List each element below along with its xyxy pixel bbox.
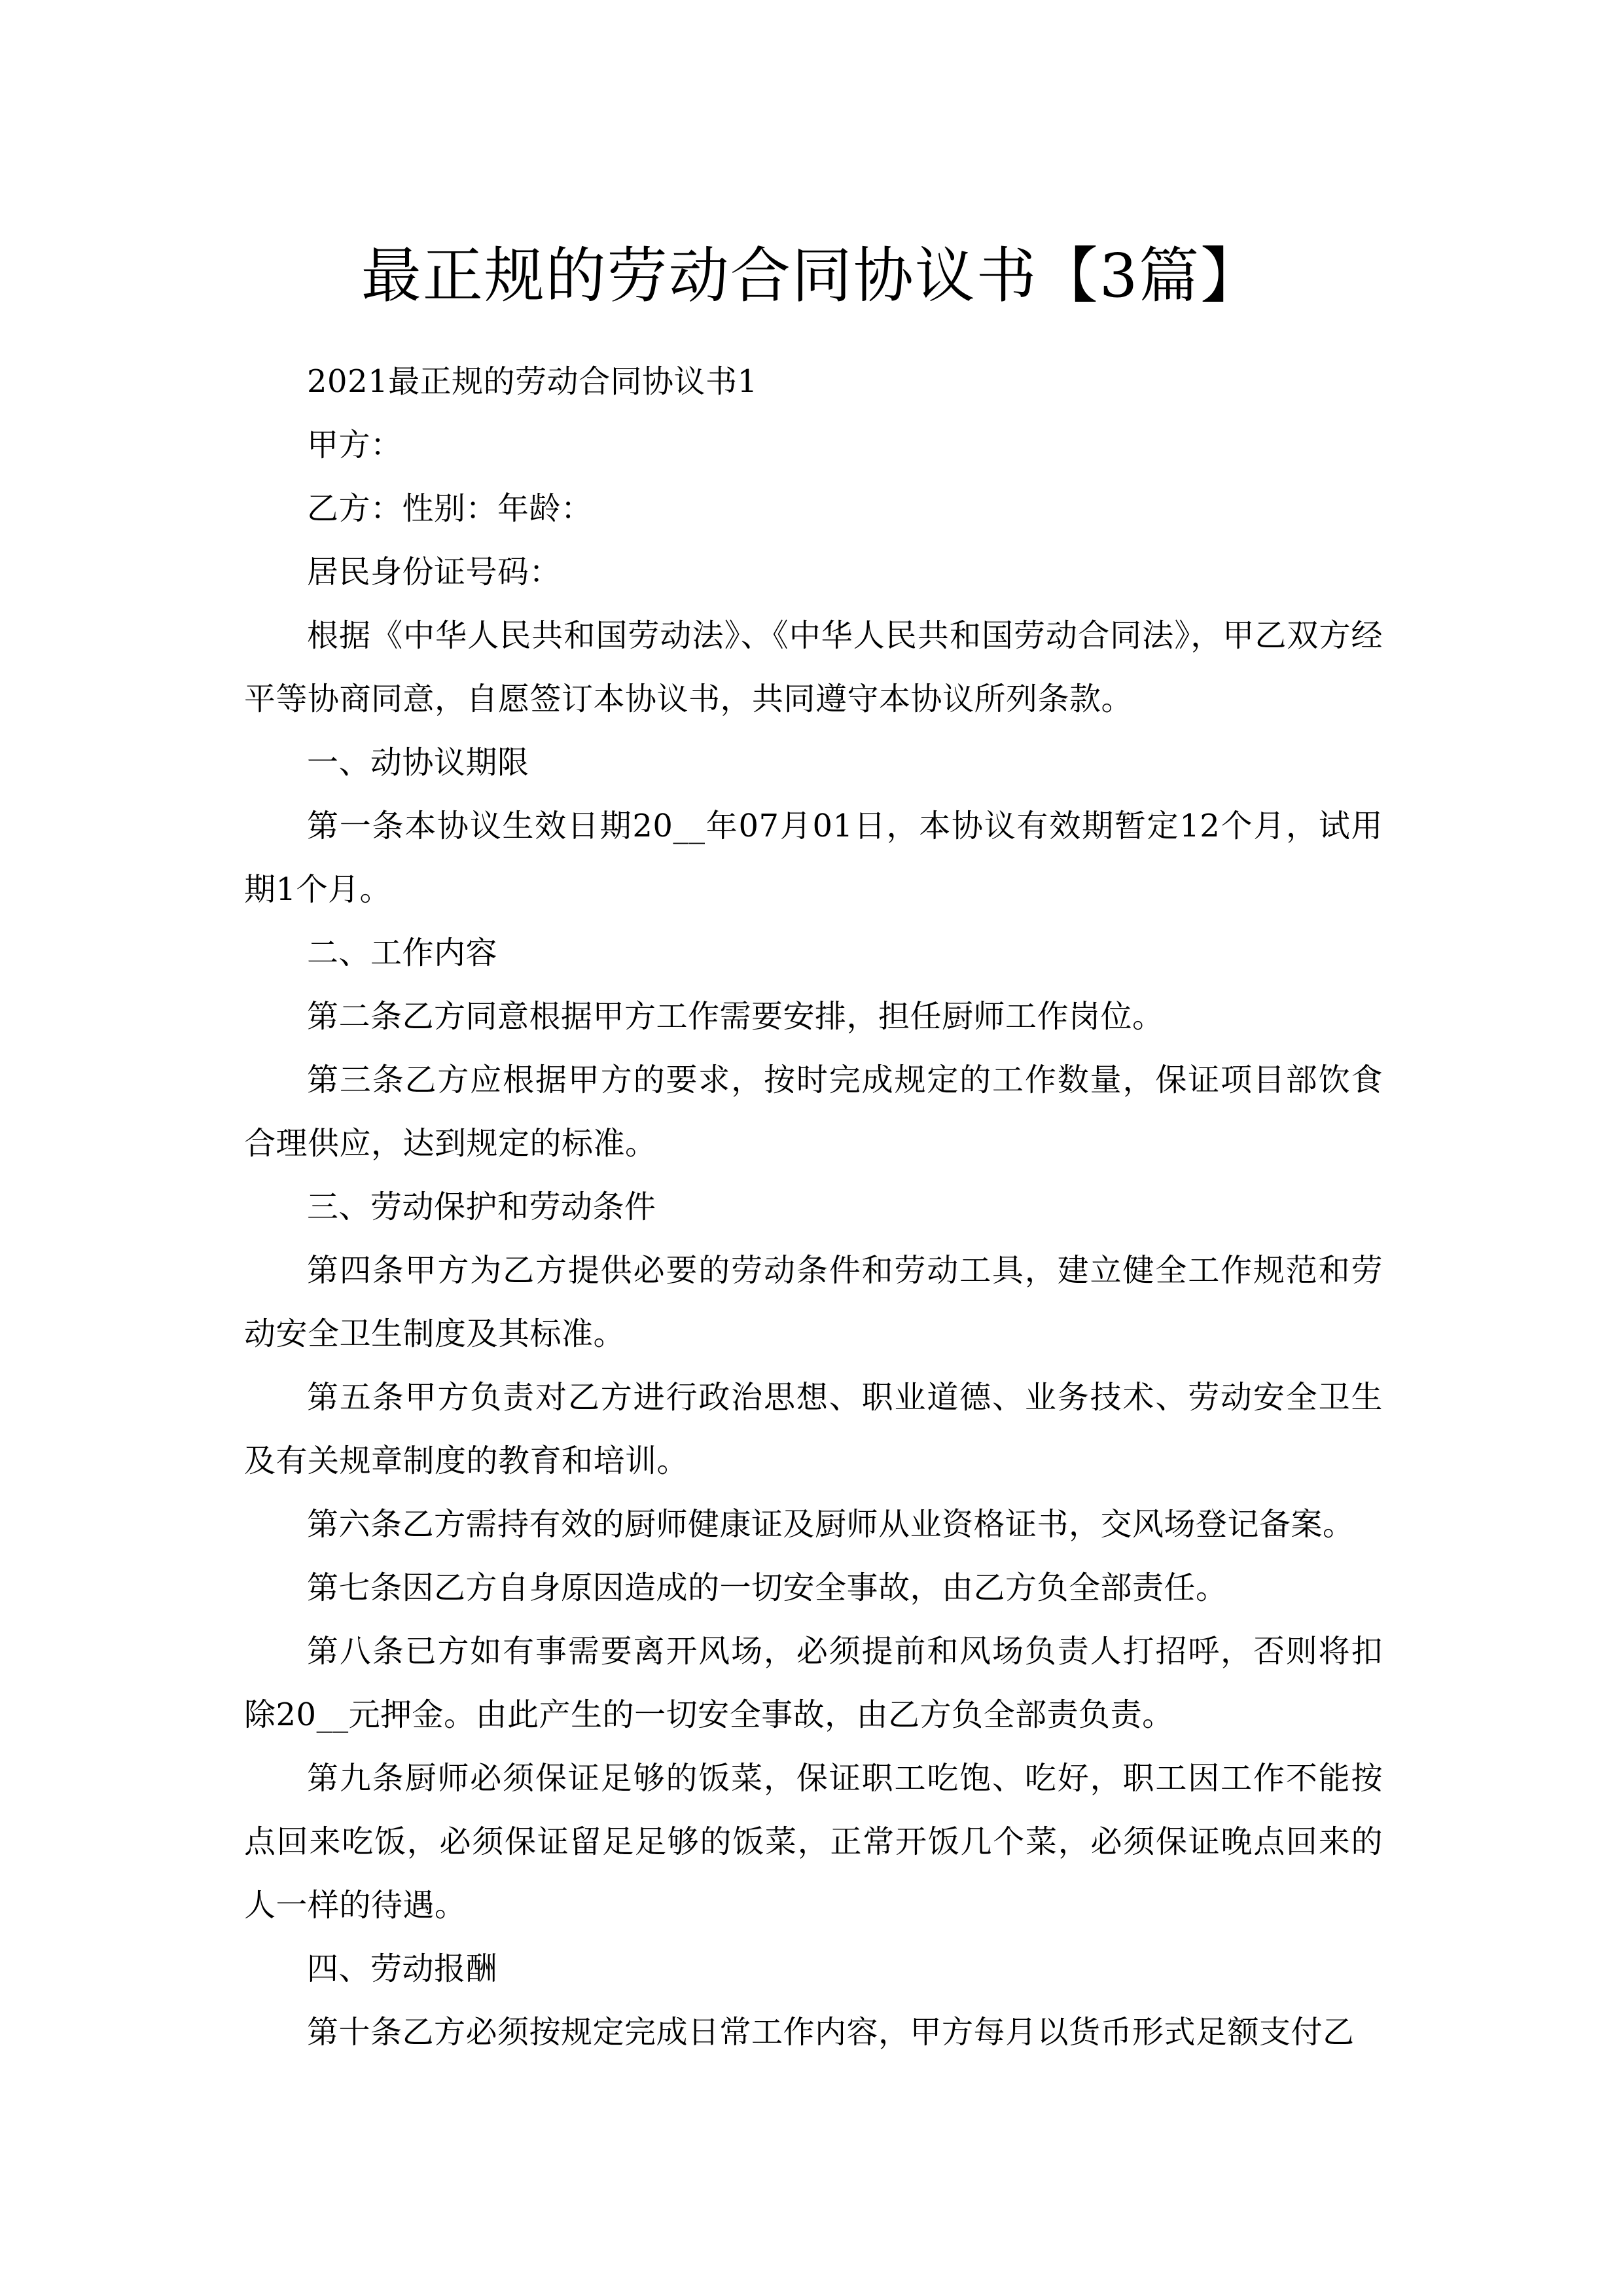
- article-6: 第六条乙方需持有效的厨师健康证及厨师从业资格证书，交风场登记备案。: [307, 1506, 1355, 1543]
- section-heading-3: 三、劳动保护和劳动条件: [307, 1189, 656, 1225]
- section-heading-4: 四、劳动报酬: [307, 1950, 498, 1987]
- section-heading-2: 二、工作内容: [307, 935, 498, 971]
- article-9: 第九条厨师必须保证足够的饭菜，保证职工吃饱、吃好，职工因工作不能按点回来吃饭，必须保证留足足够的饭菜，正常开饭几个菜，必须保证晚点回来的人一样的待遇。: [244, 1760, 1383, 1924]
- subtitle-heading: 2021最正规的劳动合同协议书1: [307, 363, 758, 400]
- article-2: 第二条乙方同意根据甲方工作需要安排，担任厨师工作岗位。: [307, 998, 1164, 1035]
- article-1: 第一条本协议生效日期20__年07月01日，本协议有效期暂定12个月，试用期1个月。: [244, 808, 1383, 908]
- preamble-paragraph: 根据《中华人民共和国劳动法》、《中华人民共和国劳动合同法》，甲乙双方经平等协商同意，自愿签订本协议书，共同遵守本协议所列条款。: [244, 617, 1383, 717]
- document-title: 最正规的劳动合同协议书【3篇】: [361, 240, 1262, 311]
- document-body: [244, 350, 1383, 2064]
- section-heading-1: 一、动协议期限: [307, 744, 529, 781]
- article-4: 第四条甲方为乙方提供必要的劳动条件和劳动工具，建立健全工作规范和劳动安全卫生制度及其标准。: [244, 1252, 1383, 1352]
- party-a-field: 甲方：: [307, 427, 402, 463]
- article-8: 第八条已方如有事需要离开风场，必须提前和风场负责人打招呼，否则将扣除20__元押金。由此产生的一切安全事故，由乙方负全部责负责。: [244, 1633, 1383, 1733]
- id-number-field: 居民身份证号码：: [307, 554, 562, 590]
- article-3: 第三条乙方应根据甲方的要求，按时完成规定的工作数量，保证项目部饮食合理供应，达到规定的标准。: [244, 1062, 1383, 1162]
- article-5: 第五条甲方负责对乙方进行政治思想、职业道德、业务技术、劳动安全卫生及有关规章制度的教育和培训。: [244, 1379, 1383, 1479]
- party-b-field: 乙方：性别：年龄：: [307, 490, 593, 527]
- article-7: 第七条因乙方自身原因造成的一切安全事故，由乙方负全部责任。: [307, 1570, 1228, 1606]
- article-10: 第十条乙方必须按规定完成日常工作内容，甲方每月以货币形式足额支付乙: [307, 2014, 1355, 2051]
